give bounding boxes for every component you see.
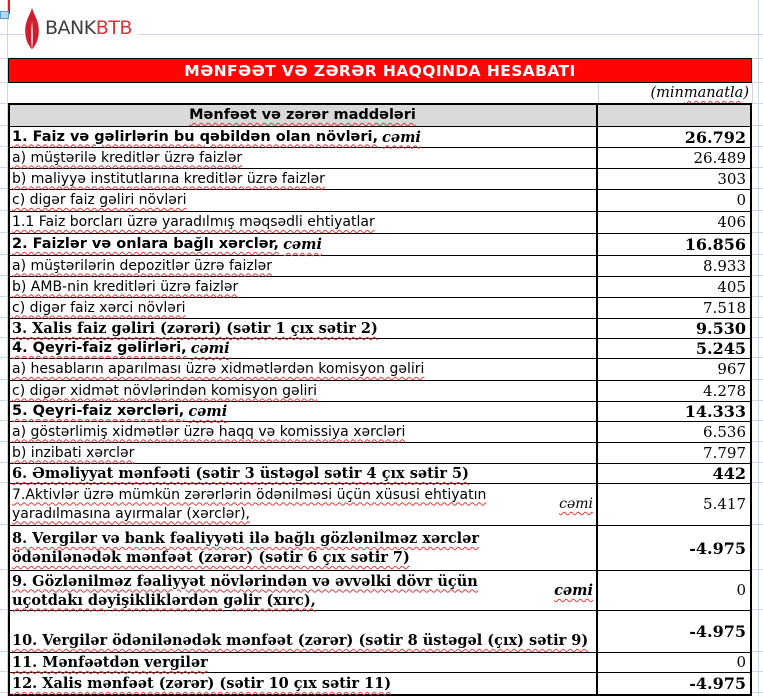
row-label: b) inzibati xərclər — [12, 444, 135, 461]
row-label: a) müştərilə kreditlər üzrə faizlər — [12, 149, 243, 166]
profit-loss-table — [8, 103, 752, 696]
gridline-tick — [752, 210, 763, 211]
row-value-cell[interactable]: 7.518 — [703, 298, 746, 317]
row-label-italic-suffix: cəmi — [283, 236, 322, 253]
row-label: a) hesabların aparılması üzrə xidmətlərdən komisyon gəliri — [12, 361, 425, 377]
row-label: 11. Mənfəətdən vergilər — [12, 654, 208, 671]
row-value-cell[interactable]: 442 — [712, 464, 746, 483]
gridline-tick — [752, 254, 763, 255]
row-value-cell[interactable]: 5.417 — [703, 495, 746, 513]
table-row — [10, 464, 750, 484]
row-label-cell[interactable] — [10, 339, 598, 358]
gridline-tick — [752, 232, 763, 233]
row-label: a) göstərlimiş xidmətlər üzrə haqq və komissiya xərcləri — [12, 423, 406, 440]
gridline-tick — [752, 651, 763, 652]
gridline-tick — [0, 125, 7, 126]
row-label: 10. Vergilər ödənilənədək mənfəət (zərər) (sətir 8 üstəgəl (çıx) sətir 9) — [12, 632, 589, 649]
gridline-tick — [752, 146, 763, 147]
selection-handle[interactable] — [0, 11, 9, 19]
units-note-open: (min — [650, 85, 684, 101]
units-note-close: ) — [743, 85, 749, 101]
gridline-tick — [0, 82, 7, 83]
gridline-tick — [752, 125, 763, 126]
gridline-tick — [752, 482, 763, 483]
row-value-cell[interactable]: 4.278 — [703, 381, 746, 400]
gridline-tick — [752, 58, 763, 59]
row-label-italic-suffix: cəmi — [188, 403, 228, 420]
table-row — [10, 484, 750, 526]
gridline-tick — [752, 337, 763, 338]
table-row — [10, 256, 750, 277]
gridline-tick — [0, 692, 7, 693]
gridline-tick — [0, 651, 7, 652]
units-note-cell[interactable] — [8, 83, 752, 103]
row-value-cell[interactable]: 303 — [717, 169, 746, 188]
gridline-tick — [0, 671, 7, 672]
row-label: 4. Qeyri-faiz gəlirləri, — [12, 340, 187, 356]
table-row — [10, 148, 750, 169]
gridline-units-col-right — [752, 83, 753, 103]
row-value-cell[interactable]: 26.792 — [684, 127, 746, 147]
header-value-cell[interactable] — [598, 105, 750, 126]
gridline-tick — [0, 296, 7, 297]
row-value-cell[interactable]: 7.797 — [703, 443, 746, 462]
gridline-tick — [0, 58, 7, 59]
row-label-cell[interactable] — [10, 484, 598, 525]
row-label-cell[interactable] — [10, 212, 598, 233]
row-label-cell[interactable] — [10, 381, 598, 401]
flame-icon — [24, 7, 40, 50]
gridline-tick — [752, 317, 763, 318]
row-label-italic-suffix: cəmi — [382, 128, 421, 146]
table-row — [10, 443, 750, 464]
row-label-cell[interactable] — [10, 526, 598, 570]
gridline-tick — [752, 82, 763, 83]
row-label: 1.1 Faiz borcları üzrə yaradılmış məqsədli ehtiyatlar — [12, 214, 375, 230]
row-label-italic-suffix: cəmi — [554, 582, 593, 599]
gridline-tick — [0, 609, 7, 610]
table-header-row — [10, 105, 750, 127]
gridline-tick — [0, 420, 7, 421]
logo-bank-label: BANK — [45, 17, 96, 39]
row-label: c) digər faiz xərci növləri — [12, 299, 186, 316]
row-label-cell[interactable] — [10, 234, 598, 255]
row-value-cell[interactable]: 8.933 — [703, 256, 746, 275]
logo-btb-label: BTB — [95, 17, 132, 39]
row-label-cell[interactable] — [10, 464, 598, 483]
table-row — [10, 277, 750, 298]
row-label-cell[interactable] — [10, 148, 598, 168]
row-value-cell[interactable]: 0 — [736, 191, 746, 209]
units-note-word: manatla — [683, 85, 744, 101]
row-value-cell[interactable]: 0 — [736, 581, 746, 599]
gridline-tick — [752, 275, 763, 276]
row-label-cell[interactable] — [10, 127, 598, 147]
gridline-tick — [752, 103, 763, 104]
row-value-cell[interactable]: 26.489 — [693, 148, 746, 167]
row-label-cell[interactable] — [10, 298, 598, 318]
row-label-cell[interactable] — [10, 571, 598, 610]
row-label: b) maliyyə institutlarına kreditlər üzrə faizlər — [12, 170, 325, 187]
gridline-vertical-right — [758, 0, 759, 696]
table-row — [10, 526, 750, 571]
gridline-tick — [752, 441, 763, 442]
row-value-cell[interactable]: 0 — [736, 653, 746, 671]
gridline-tick — [752, 379, 763, 380]
logo-text — [45, 17, 132, 39]
row-value-cell[interactable]: 406 — [717, 213, 746, 231]
row-label-cell[interactable] — [10, 402, 598, 421]
gridline-tick — [0, 210, 7, 211]
gridline-tick — [0, 462, 7, 463]
row-label: 5. Qeyri-faiz xərcləri, — [12, 403, 185, 419]
table-row — [10, 673, 750, 694]
row-label: c) digər faiz gəliri növləri — [12, 192, 187, 208]
row-label: 1. Faiz və gəlirlərin bu qəbildən olan növləri, — [12, 128, 379, 145]
gridline-tick — [752, 357, 763, 358]
header-items-cell[interactable] — [10, 105, 598, 126]
row-label: 2. Faizlər və onlara bağlı xərclər, — [12, 236, 280, 252]
row-value-cell[interactable]: 14.333 — [684, 402, 746, 421]
gridline-tick — [752, 569, 763, 570]
gridline-tick — [752, 692, 763, 693]
row-value-cell[interactable]: 967 — [717, 360, 746, 378]
gridline-tick — [0, 188, 7, 189]
gridline-tick — [0, 146, 7, 147]
gridline-tick — [0, 232, 7, 233]
row-label-cell[interactable] — [10, 653, 598, 672]
gridline-tick — [0, 400, 7, 401]
row-value-cell[interactable]: 9.530 — [695, 319, 746, 338]
gridline-tick — [0, 337, 7, 338]
row-label-cell[interactable] — [10, 359, 598, 380]
gridline-tick — [752, 296, 763, 297]
row-label-cell[interactable] — [10, 611, 598, 652]
gridline-tick — [0, 254, 7, 255]
table-row — [10, 319, 750, 339]
gridline-tick — [0, 275, 7, 276]
row-label-cell[interactable] — [10, 169, 598, 189]
gridline-tick — [0, 103, 7, 104]
row-label: c) digər xidmət növlərindən komisyon gəliri — [12, 382, 318, 399]
table-row — [10, 571, 750, 611]
gridline-tick — [752, 462, 763, 463]
table-row — [10, 298, 750, 319]
gridline-tick — [752, 609, 763, 610]
gridline-tick — [752, 671, 763, 672]
row-label: 9. Gözlənilməz fəaliyyət növlərindən və əvvəlki dövr üçün uçotdakı dəyişikliklərdən gəlir (xırc), — [12, 572, 478, 609]
row-label: b) AMB-nin kreditləri üzrə faizlər — [12, 278, 239, 295]
row-label-cell[interactable] — [10, 673, 598, 694]
table-row — [10, 422, 750, 443]
gridline-tick — [0, 524, 7, 525]
row-label-italic-suffix: cəmi — [559, 496, 593, 512]
table-row — [10, 169, 750, 190]
row-value-cell[interactable]: 6.536 — [703, 422, 746, 441]
gridline-tick — [0, 569, 7, 570]
gridline-tick — [752, 400, 763, 401]
bank-logo[interactable] — [24, 4, 138, 52]
table-row — [10, 359, 750, 381]
header-items-label: Mənfəət və zərər maddələri — [189, 107, 416, 123]
gridline-tick — [0, 317, 7, 318]
table-row — [10, 381, 750, 402]
row-label-cell[interactable] — [10, 190, 598, 211]
table-row — [10, 339, 750, 359]
table-row — [10, 653, 750, 673]
report-title: MƏNFƏƏT VƏ ZƏRƏR HAQQINDA HESABATI — [184, 61, 576, 80]
gridline-tick — [0, 379, 7, 380]
gridline-tick — [0, 441, 7, 442]
table-row — [10, 402, 750, 422]
row-value-cell[interactable]: -4.975 — [689, 538, 746, 558]
gridline-tick — [752, 167, 763, 168]
gridline-tick — [752, 524, 763, 525]
table-row — [10, 127, 750, 148]
row-label: a) müştərilərin depozitlər üzrə faizlər — [12, 257, 272, 274]
row-label-cell[interactable] — [10, 256, 598, 276]
row-value-cell[interactable]: 16.856 — [684, 235, 746, 254]
row-label: 3. Xalis faiz gəliri (zərəri) (sətir 1 çıx sətir 2) — [12, 320, 378, 337]
row-label-cell[interactable] — [10, 422, 598, 442]
row-label-cell[interactable] — [10, 443, 598, 463]
row-label: 8. Vergilər və bank fəaliyyəti ilə bağlı gözlənilməz xərclər ödənilənədək mənfəət (zərər) (sətir 6 çıx sətir 7) — [12, 530, 480, 566]
row-label: 6. Əməliyyat mənfəəti (sətir 3 üstəgəl sətir 4 çıx sətir 5) — [12, 465, 469, 482]
row-label: 12. Xalis mənfəət (zərər) (sətir 10 çıx sətir 11) — [12, 675, 392, 692]
row-label-italic-suffix: cəmi — [190, 340, 230, 357]
row-label: 7.Aktivlər üzrə mümkün zərərlərin ödənilməsi üçün xüsusi ehtiyatın yaradılmasına ayırmalar (xərclər), — [12, 486, 487, 522]
row-value-cell[interactable]: 5.245 — [695, 339, 746, 358]
row-value-cell[interactable]: -4.975 — [689, 674, 746, 693]
gridline-tick — [0, 357, 7, 358]
row-label-cell[interactable] — [10, 277, 598, 297]
report-title-banner[interactable] — [8, 58, 752, 83]
gridline-tick — [752, 188, 763, 189]
table-row — [10, 190, 750, 212]
row-value-cell[interactable]: -4.975 — [689, 622, 746, 641]
row-label-cell[interactable] — [10, 319, 598, 338]
gridline-tick — [752, 420, 763, 421]
gridline-tick — [0, 482, 7, 483]
table-row — [10, 611, 750, 653]
row-value-cell[interactable]: 405 — [717, 277, 746, 296]
table-row — [10, 212, 750, 234]
gridline-tick — [0, 167, 7, 168]
table-row — [10, 234, 750, 256]
